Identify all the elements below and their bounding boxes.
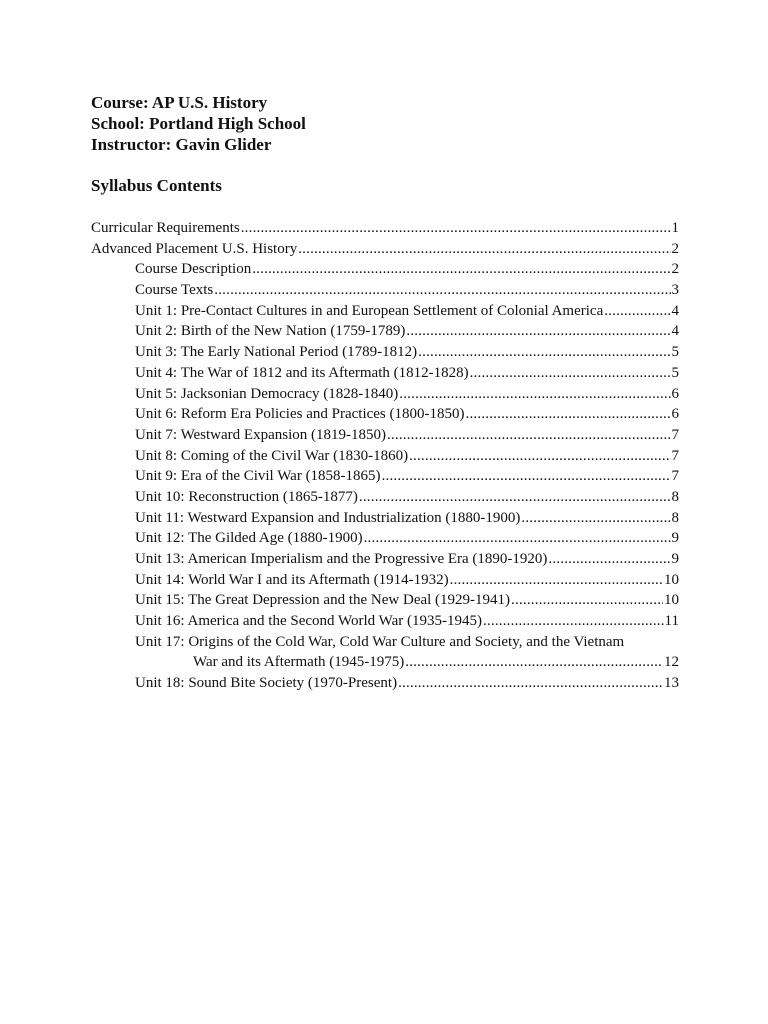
toc-page-number: 5	[671, 364, 679, 381]
toc-entry	[91, 487, 679, 508]
toc-leader-dots	[450, 570, 663, 591]
toc-leader-dots	[364, 528, 671, 549]
toc-page-number: 9	[671, 551, 679, 567]
toc-leader-dots	[483, 611, 664, 632]
toc-page-number: 8	[671, 488, 679, 505]
toc-leader-dots	[409, 446, 670, 467]
toc-entry	[91, 218, 679, 239]
toc-leader-dots	[521, 508, 670, 529]
toc-entry	[91, 384, 679, 405]
toc-leader-dots	[405, 652, 663, 673]
toc-entry-title: Unit 18: Sound Bite Society (1970-Present)	[135, 675, 398, 692]
toc-page-number: 13	[664, 675, 679, 692]
toc-page-number: 5	[671, 344, 679, 361]
toc-entry-title: Unit 7: Westward Expansion (1819-1850)	[135, 426, 386, 443]
toc-entry	[91, 404, 679, 425]
toc-entry	[91, 632, 679, 653]
toc-leader-dots	[382, 466, 671, 487]
toc-entry	[91, 446, 679, 467]
toc-entry	[91, 301, 679, 322]
table-of-contents	[91, 218, 679, 694]
toc-entry-title: Unit 9: Era of the Civil War (1858-1865)	[135, 468, 381, 485]
toc-page-number: 2	[671, 261, 679, 278]
instructor-line: Instructor: Gavin Glider	[91, 135, 272, 154]
toc-entry-title: Unit 11: Westward Expansion and Industrialization (1880-1900)	[135, 509, 521, 526]
toc-entry-title: Unit 3: The Early National Period (1789-1812)	[135, 344, 418, 361]
toc-entry-title: Unit 16: America and the Second World War (1935-1945)	[135, 613, 482, 630]
toc-leader-dots	[252, 259, 670, 280]
toc-entry-title: War and its Aftermath (1945-1975)	[193, 654, 405, 671]
toc-page-number: 3	[671, 282, 679, 299]
toc-entry	[91, 590, 679, 611]
toc-entry-title: Unit 4: The War of 1812 and its Aftermath (1812-1828)	[135, 364, 469, 381]
toc-page-number: 11	[664, 613, 679, 630]
toc-entry-title: Unit 14: World War I and its Aftermath (1914-1932)	[135, 571, 449, 588]
toc-entry-title: Curricular Requirements	[91, 220, 240, 236]
toc-entry	[91, 611, 679, 632]
toc-entry	[91, 280, 679, 301]
toc-entry	[91, 363, 679, 384]
toc-entry-title: Unit 8: Coming of the Civil War (1830-1860)	[135, 447, 409, 464]
toc-leader-dots	[214, 280, 670, 301]
toc-entry	[91, 528, 679, 549]
toc-page-number: 4	[671, 302, 679, 319]
toc-leader-dots	[406, 321, 670, 342]
toc-entry	[91, 570, 679, 591]
toc-leader-dots	[466, 404, 671, 425]
toc-page-number: 10	[664, 571, 679, 588]
toc-entry-title: Unit 17: Origins of the Cold War, Cold War Culture and Society, and the Vietnam	[135, 633, 625, 650]
toc-leader-dots	[241, 218, 671, 239]
toc-page-number: 4	[671, 323, 679, 340]
toc-entry	[91, 239, 679, 260]
toc-page-number: 7	[671, 468, 679, 485]
toc-page-number: 9	[671, 530, 679, 547]
toc-entry-title: Unit 5: Jacksonian Democracy (1828-1840)	[135, 385, 399, 402]
toc-entry-title: Unit 6: Reform Era Policies and Practices (1800-1850)	[135, 406, 465, 423]
toc-entry-title: Course Description	[135, 261, 252, 278]
toc-page-number: 2	[671, 240, 679, 257]
toc-entry-title: Unit 12: The Gilded Age (1880-1900)	[135, 530, 363, 547]
toc-entry	[91, 425, 679, 446]
toc-page-number: 12	[664, 654, 679, 671]
toc-entry-title: Unit 1: Pre-Contact Cultures in and European Settlement of Colonial America	[135, 302, 604, 319]
toc-entry-title: Unit 2: Birth of the New Nation (1759-1789)	[135, 323, 406, 340]
toc-entry	[91, 652, 679, 673]
toc-entry	[91, 321, 679, 342]
toc-entry	[91, 508, 679, 529]
toc-entry	[91, 673, 679, 694]
toc-leader-dots	[548, 549, 670, 570]
toc-entry	[91, 342, 679, 363]
toc-entry-title: Unit 13: American Imperialism and the Progressive Era (1890-1920)	[135, 551, 548, 567]
toc-leader-dots	[359, 487, 671, 508]
document-header	[91, 92, 691, 155]
toc-leader-dots	[298, 239, 670, 260]
toc-entry	[91, 259, 679, 280]
toc-entry-title: Course Texts	[135, 282, 214, 299]
toc-page-number: 6	[671, 385, 679, 402]
toc-page-number: 6	[671, 406, 679, 423]
toc-entry	[91, 466, 679, 487]
toc-entry-title: Unit 10: Reconstruction (1865-1877)	[135, 488, 358, 505]
toc-entry-title: Advanced Placement U.S. History	[91, 240, 298, 257]
toc-leader-dots	[387, 425, 671, 446]
toc-entry	[91, 549, 679, 570]
course-line: Course: AP U.S. History	[91, 93, 268, 112]
toc-leader-dots	[399, 384, 670, 405]
toc-leader-dots	[398, 673, 663, 694]
toc-leader-dots	[470, 363, 671, 384]
toc-page-number: 8	[671, 509, 679, 526]
toc-entry-title: Unit 15: The Great Depression and the New Deal (1929-1941)	[135, 592, 511, 609]
toc-page-number: 1	[671, 220, 679, 236]
toc-leader-dots	[511, 590, 663, 611]
toc-page-number: 10	[664, 592, 679, 609]
toc-leader-dots	[604, 301, 670, 322]
contents-heading: Syllabus Contents	[91, 176, 222, 195]
school-line: School: Portland High School	[91, 114, 306, 133]
toc-page-number: 7	[671, 426, 679, 443]
toc-leader-dots	[418, 342, 670, 363]
toc-page-number: 7	[671, 447, 679, 464]
